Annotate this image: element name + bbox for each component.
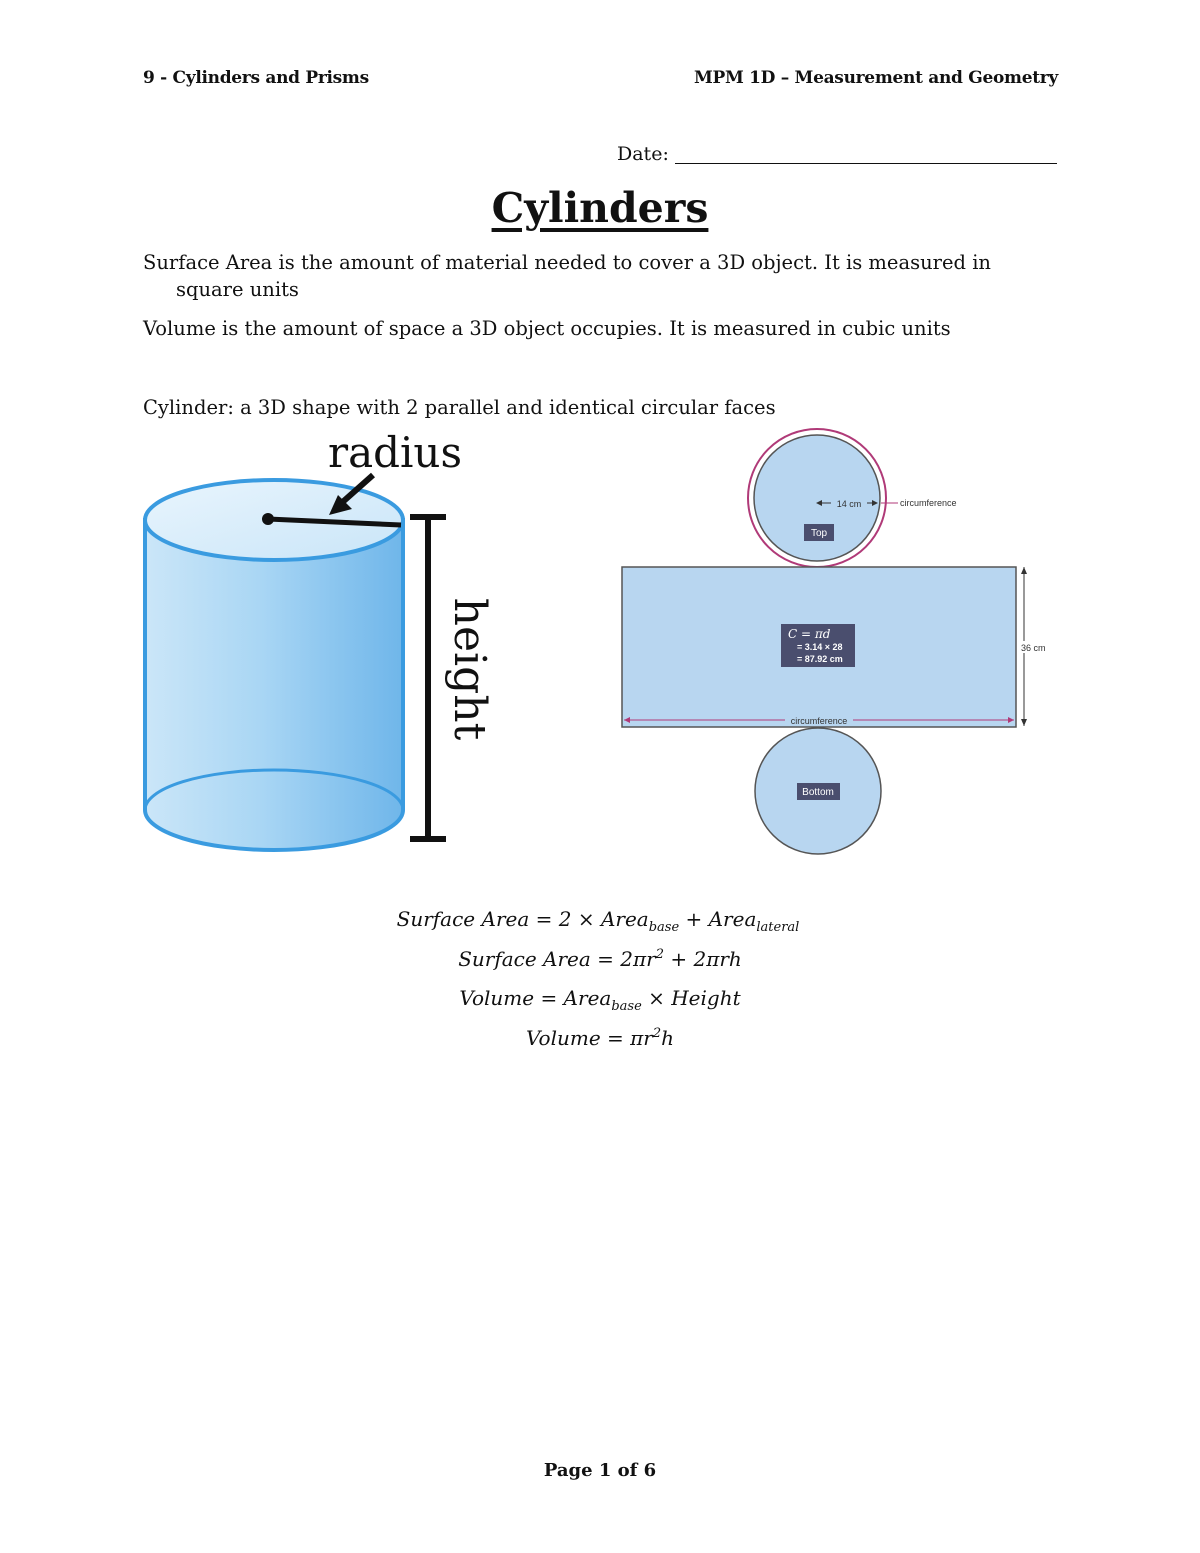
formula-f3-pre: Volume = Area: [459, 986, 612, 1010]
formula-line2: = 3.14 × 28: [797, 642, 843, 652]
header-right: MPM 1D – Measurement and Geometry: [694, 68, 1058, 88]
height-arrow-bottom: [1021, 719, 1027, 726]
date-label: Date:: [617, 143, 669, 165]
formula-f3-sub: base: [611, 999, 642, 1014]
formula-f2-pre: Surface Area = 2πr: [458, 947, 656, 971]
net-height-label: 36 cm: [1021, 643, 1046, 653]
formula-surface-area-cylinder: [0, 947, 1200, 971]
surface-area-line1: Surface Area is the amount of material needed to cover a 3D object. It is measured in: [143, 251, 991, 274]
formula-line1: C = πd: [788, 627, 831, 641]
formula-f1-pre: Surface Area = 2 × Area: [396, 907, 649, 931]
cylinder-definition: Cylinder: a 3D shape with 2 parallel and identical circular faces: [143, 396, 776, 419]
surface-area-definition: [143, 249, 1043, 303]
circumference-top-label: circumference: [900, 498, 957, 508]
formula-f3-post: × Height: [641, 986, 741, 1010]
date-field: [617, 143, 1057, 165]
cylinder-illustration: [130, 425, 500, 865]
formula-f4-pre: Volume = πr: [525, 1026, 653, 1050]
height-arrow-top: [1021, 567, 1027, 574]
diameter-label: 14 cm: [836, 499, 862, 509]
header-left: 9 - Cylinders and Prisms: [143, 68, 369, 88]
formula-f1-sub2: lateral: [756, 920, 800, 935]
date-blank-line: [675, 163, 1057, 164]
formula-f2-post: + 2πrh: [664, 947, 742, 971]
height-label: height: [444, 597, 495, 741]
formula-volume-cylinder: [0, 1026, 1200, 1050]
volume-definition: Volume is the amount of space a 3D object occupies. It is measured in cubic units: [143, 317, 951, 340]
formula-line3: = 87.92 cm: [797, 654, 843, 664]
circumference-bottom-label: circumference: [790, 716, 848, 726]
formula-f4-post: h: [661, 1026, 675, 1050]
cylinder-body: [145, 520, 403, 850]
page-number: Page 1 of 6: [543, 1460, 657, 1481]
page-title: Cylinders: [491, 184, 709, 232]
top-label: Top: [810, 528, 828, 539]
formula-f4-sup: 2: [652, 1026, 662, 1041]
formula-volume-general: [0, 986, 1200, 1014]
formula-f1-sub1: base: [648, 920, 680, 935]
surface-area-line2: square units: [176, 278, 299, 301]
formula-surface-area-general: [0, 907, 1198, 935]
bottom-label: Bottom: [802, 787, 834, 798]
formula-f1-mid: + Area: [679, 907, 757, 931]
formula-f2-sup: 2: [655, 947, 664, 962]
radius-label: radius: [328, 428, 463, 477]
cylinder-net-diagram: [615, 428, 1060, 860]
